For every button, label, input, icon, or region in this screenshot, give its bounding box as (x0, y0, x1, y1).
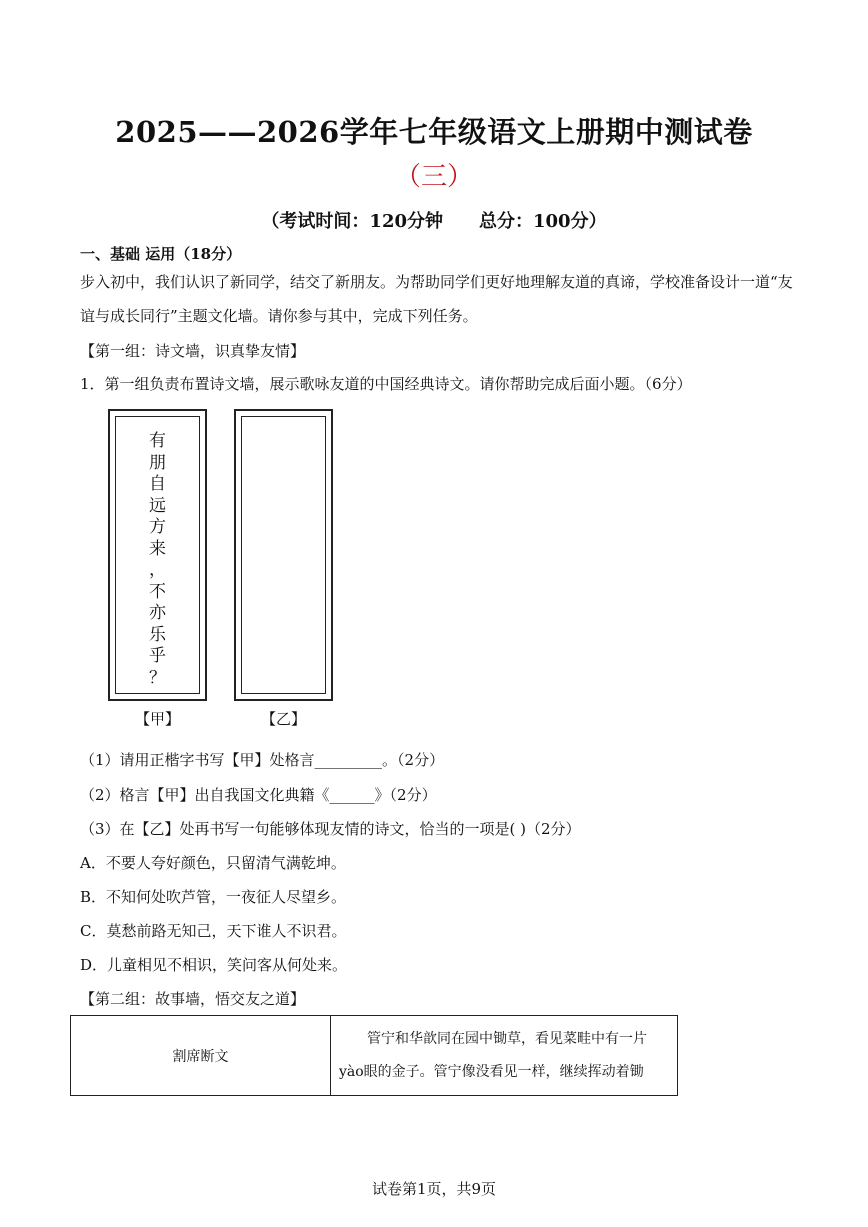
sub-question-2: （2）格言【甲】出自我国文化典籍《______》（2分） (80, 786, 437, 804)
option-b: B．不知何处吹芦管，一夜征人尽望乡。 (80, 888, 347, 906)
scroll-char: 乎 (149, 646, 166, 666)
story-label: 割席断文 (172, 1048, 229, 1065)
story-label-cell (71, 1016, 331, 1096)
intro-line-1: 步入初中，我们认识了新同学，结交了新朋友。为帮助同学们更好地理解友道的真谛，学校准备设计一道“友 (80, 273, 793, 291)
exam-time: （考试时间：120分钟 (261, 211, 443, 232)
scroll-char: 远 (149, 495, 166, 516)
total-score: 总分：100分） (479, 211, 607, 232)
sub-question-3: （3）在【乙】处再书写一句能够体现友情的诗文，恰当的一项是( )（2分） (80, 820, 581, 838)
scroll-yi (234, 409, 333, 701)
story-text-line-2: yào眼的金子。管宁像没看见一样，继续挥动着锄 (339, 1063, 644, 1080)
scroll-char: 不 (149, 581, 166, 602)
page-title: 2025——2026学年七年级语文上册期中测试卷 (115, 115, 753, 149)
sub-question-1: （1）请用正楷字书写【甲】处格言_________。（2分） (80, 751, 445, 769)
scroll-char: ， (149, 560, 166, 580)
scroll-jia (108, 409, 207, 701)
group1-title: 【第一组：诗文墙，识真挚友情】 (80, 342, 306, 360)
scroll-char: 亦 (149, 603, 166, 623)
scroll-yi-caption: 【乙】 (260, 710, 306, 728)
group2-title: 【第二组：故事墙，悟交友之道】 (80, 990, 306, 1008)
scroll-char: 乐 (149, 624, 166, 645)
story-text-line-1: 管宁和华歆同在园中锄草，看见菜畦中有一片 (367, 1030, 647, 1047)
option-d: D．儿童相见不相识，笑问客从何处来。 (80, 956, 348, 974)
story-table (70, 1015, 678, 1096)
page-subtitle: （三） (394, 162, 473, 192)
scroll-char: 自 (149, 474, 166, 494)
scroll-char: 来 (149, 538, 166, 559)
scroll-yi-inner-border (241, 416, 326, 694)
scroll-jia-text (110, 431, 205, 689)
table-row (71, 1016, 678, 1096)
page-indicator: 试卷第1页，共9页 (371, 1180, 497, 1198)
story-text-cell (331, 1016, 678, 1096)
intro-line-2: 谊与成长同行”主题文化墙。请你参与其中，完成下列任务。 (80, 307, 478, 325)
scroll-char: 方 (149, 517, 166, 537)
scroll-char: 有 (149, 431, 166, 451)
option-c: C．莫愁前路无知己，天下谁人不识君。 (80, 922, 347, 940)
option-a: A．不要人夸好颜色，只留清气满乾坤。 (80, 854, 346, 872)
exam-info (0, 207, 868, 233)
scroll-jia-caption: 【甲】 (134, 710, 180, 728)
scroll-char: ？ (149, 667, 166, 688)
section-heading: 一、基础 运用（18分） (80, 245, 242, 263)
scroll-char: 朋 (149, 452, 166, 473)
question-1-stem: 1．第一组负责布置诗文墙，展示歌咏友道的中国经典诗文。请你帮助完成后面小题。（6分） (80, 375, 692, 393)
